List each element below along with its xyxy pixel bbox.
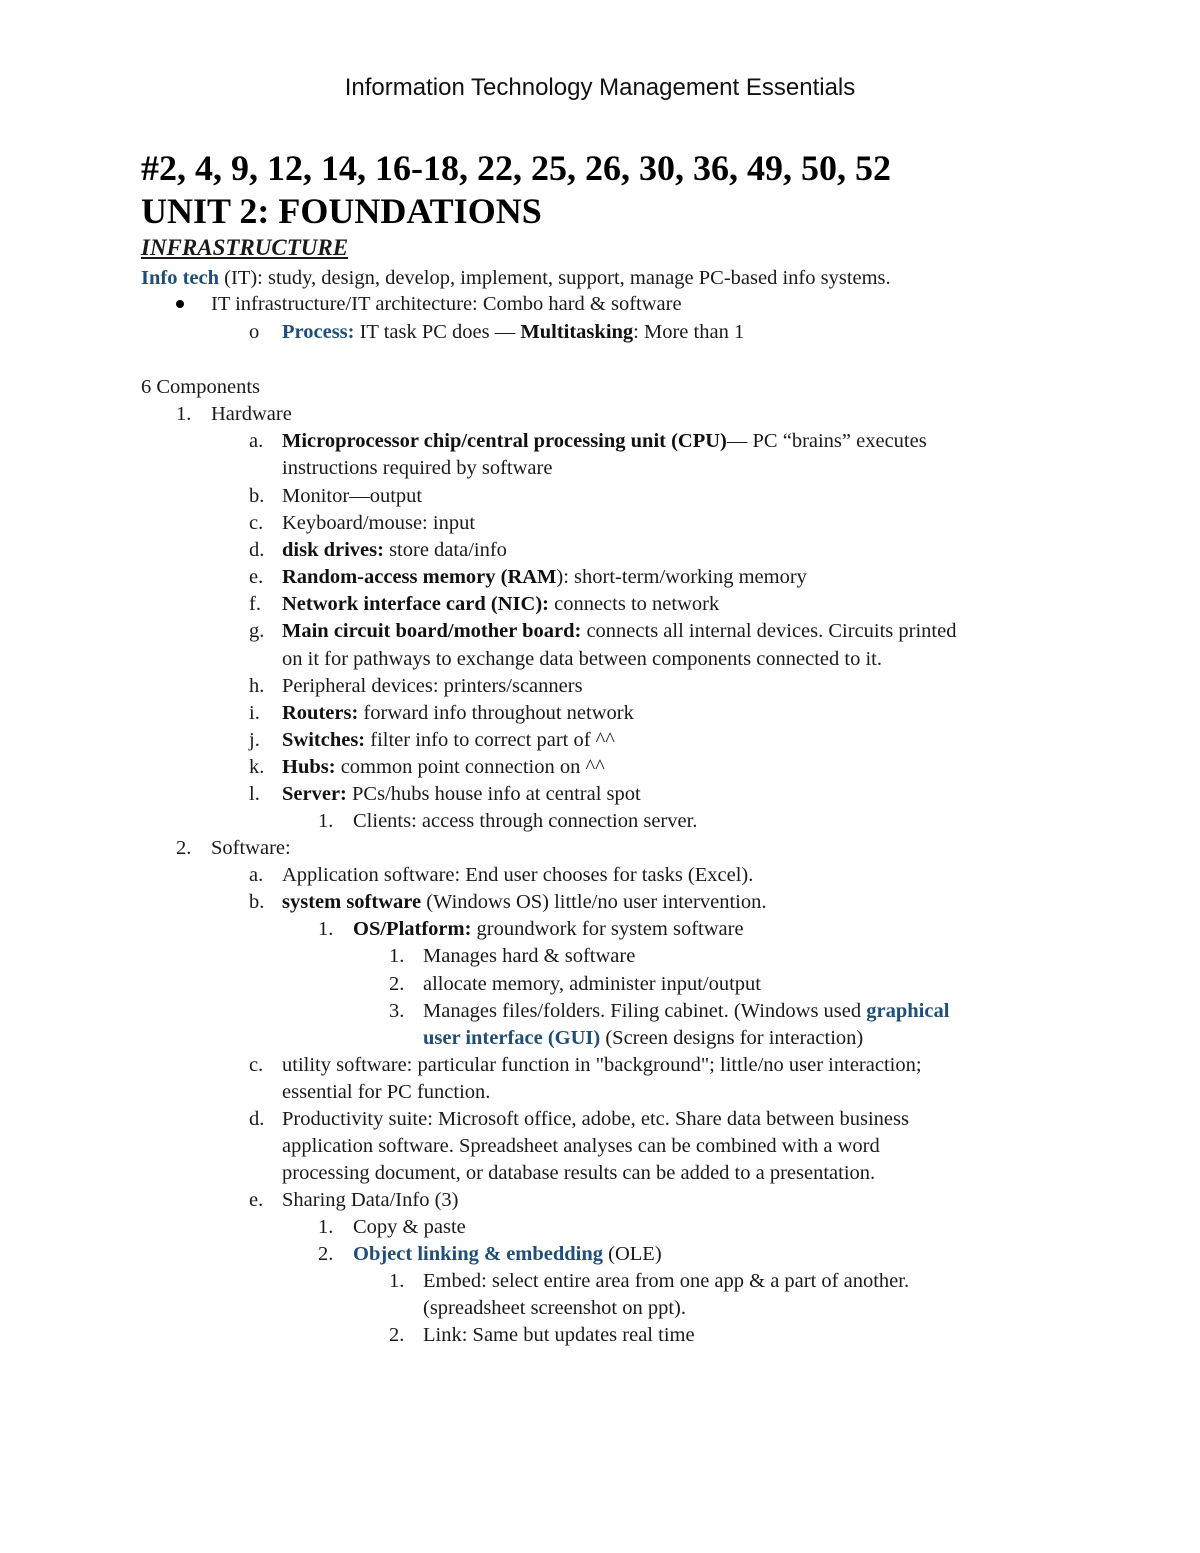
- software-heading: Software:: [211, 837, 291, 859]
- list-marker: 1.: [389, 1270, 405, 1292]
- list-item-switches: [282, 727, 615, 753]
- motherboard-term: Main circuit board/mother board:: [282, 620, 582, 642]
- list-marker: k.: [249, 756, 265, 778]
- intro-term: Info tech: [141, 267, 220, 289]
- list-marker: 3.: [389, 1000, 405, 1022]
- list-item-clients: Clients: access through connection server.: [353, 810, 698, 832]
- bullet-dot: [176, 300, 184, 308]
- cpu-term: Microprocessor chip/central processing unit (CPU): [282, 430, 727, 452]
- list-marker: a.: [249, 864, 264, 886]
- os-term: OS/Platform:: [353, 918, 472, 940]
- list-marker: g.: [249, 620, 265, 642]
- list-item-os-platform: [353, 916, 744, 942]
- disk-text: store data/info: [383, 539, 507, 561]
- list-item-productivity-cont2: processing document, or database results can be added to a presentation.: [282, 1162, 876, 1184]
- motherboard-text: connects all internal devices. Circuits printed: [581, 620, 957, 642]
- gui-term-cont: user interface (GUI): [423, 1027, 601, 1049]
- ole-text: (OLE): [603, 1243, 662, 1265]
- routers-term: Routers:: [282, 702, 359, 724]
- list-marker: 1.: [318, 810, 334, 832]
- system-software-text: (Windows OS) little/no user intervention.: [421, 891, 767, 913]
- multitasking-text: : More than 1: [633, 321, 745, 343]
- list-item-motherboard-cont: on it for pathways to exchange data between components connected to it.: [282, 648, 882, 670]
- bullet-infrastructure: IT infrastructure/IT architecture: Combo hard & software: [211, 293, 682, 315]
- list-item-manages-hardware: Manages hard & software: [423, 945, 636, 967]
- list-item-copy-paste: Copy & paste: [353, 1216, 466, 1238]
- list-item-peripherals: Peripheral devices: printers/scanners: [282, 675, 583, 697]
- list-item-manages-files: [423, 998, 949, 1024]
- list-marker: 2.: [389, 973, 405, 995]
- list-item-embed-cont: (spreadsheet screenshot on ppt).: [423, 1297, 686, 1319]
- routers-text: forward info throughout network: [358, 702, 634, 724]
- server-text: PCs/hubs house info at central spot: [346, 783, 641, 805]
- ole-term: Object linking & embedding: [353, 1243, 604, 1265]
- process-line: [282, 319, 744, 345]
- list-item-application-software: Application software: End user chooses for tasks (Excel).: [282, 864, 754, 886]
- list-item-cpu: [282, 428, 927, 454]
- gui-term: graphical: [866, 1000, 950, 1022]
- list-item-server: [282, 781, 641, 807]
- list-item-routers: [282, 700, 634, 726]
- list-item-monitor: Monitor—output: [282, 485, 423, 507]
- list-marker: b.: [249, 485, 265, 507]
- hardware-heading: Hardware: [211, 403, 292, 425]
- server-term: Server:: [282, 783, 347, 805]
- system-software-term: system software: [282, 891, 422, 913]
- list-item-utility-software-cont: essential for PC function.: [282, 1081, 491, 1103]
- multitasking-term: Multitasking: [520, 321, 634, 343]
- list-item-allocate-memory: allocate memory, administer input/output: [423, 973, 761, 995]
- unit-title: UNIT 2: FOUNDATIONS: [141, 191, 542, 231]
- switches-term: Switches:: [282, 729, 366, 751]
- nic-text: connects to network: [548, 593, 720, 615]
- process-term: Process:: [282, 321, 355, 343]
- list-item-nic: [282, 591, 719, 617]
- list-marker: 2.: [318, 1243, 334, 1265]
- components-title: 6 Components: [141, 376, 261, 398]
- nic-term: Network interface card (NIC):: [282, 593, 549, 615]
- list-item-link: Link: Same but updates real time: [423, 1324, 695, 1346]
- list-marker: 2.: [389, 1324, 405, 1346]
- list-marker: d.: [249, 539, 265, 561]
- list-marker: 1.: [389, 945, 405, 967]
- switches-text: filter info to correct part of ^^: [365, 729, 615, 751]
- list-marker: j.: [249, 729, 260, 751]
- list-marker: 1.: [318, 1216, 334, 1238]
- disk-term: disk drives:: [282, 539, 384, 561]
- list-item-keyboard: Keyboard/mouse: input: [282, 512, 476, 534]
- ram-text: ): short-term/working memory: [556, 566, 807, 588]
- intro-text: (IT): study, design, develop, implement, support, manage PC-based info systems.: [219, 267, 891, 289]
- list-item-motherboard: [282, 618, 956, 644]
- list-item-ram: [282, 564, 807, 590]
- list-marker: b.: [249, 891, 265, 913]
- list-marker: h.: [249, 675, 265, 697]
- list-item-sharing-data: Sharing Data/Info (3): [282, 1189, 459, 1211]
- list-marker: e.: [249, 566, 264, 588]
- list-marker: 1.: [176, 403, 192, 425]
- list-marker: f.: [249, 593, 261, 615]
- list-marker: c.: [249, 1054, 264, 1076]
- files-text: Manages files/folders. Filing cabinet. (Windows used: [423, 1000, 867, 1022]
- list-marker: i.: [249, 702, 260, 724]
- list-item-manages-files-cont: [423, 1025, 863, 1051]
- list-item-productivity-suite: Productivity suite: Microsoft office, adobe, etc. Share data between business: [282, 1108, 909, 1130]
- os-text: groundwork for system software: [471, 918, 744, 940]
- list-item-system-software: [282, 889, 766, 915]
- hubs-term: Hubs:: [282, 756, 336, 778]
- gui-text: (Screen designs for interaction): [600, 1027, 864, 1049]
- cpu-text: — PC “brains” executes: [726, 430, 927, 452]
- list-item-utility-software: utility software: particular function in "background"; little/no user interaction;: [282, 1054, 922, 1076]
- list-marker: l.: [249, 783, 260, 805]
- list-item-productivity-cont1: application software. Spreadsheet analyses can be combined with a word: [282, 1135, 880, 1157]
- ram-term: Random-access memory (RAM: [282, 566, 557, 588]
- list-marker: d.: [249, 1108, 265, 1130]
- list-marker: e.: [249, 1189, 264, 1211]
- list-marker: c.: [249, 512, 264, 534]
- list-marker: a.: [249, 430, 264, 452]
- intro-line: [141, 265, 891, 291]
- list-marker: 1.: [318, 918, 334, 940]
- list-item-cpu-cont: instructions required by software: [282, 457, 553, 479]
- sub-bullet-marker: o: [249, 321, 260, 343]
- list-item-ole: [353, 1241, 662, 1267]
- list-item-hubs: [282, 754, 605, 780]
- list-item-disk-drives: [282, 537, 507, 563]
- question-numbers: #2, 4, 9, 12, 14, 16-18, 22, 25, 26, 30, 36, 49, 50, 52: [141, 148, 891, 188]
- section-heading: INFRASTRUCTURE: [141, 235, 349, 260]
- process-text: IT task PC does —: [354, 321, 521, 343]
- list-marker: 2.: [176, 837, 192, 859]
- hubs-text: common point connection on ^^: [335, 756, 605, 778]
- list-item-embed: Embed: select entire area from one app & a part of another.: [423, 1270, 910, 1292]
- page-header: Information Technology Management Essentials: [344, 74, 856, 101]
